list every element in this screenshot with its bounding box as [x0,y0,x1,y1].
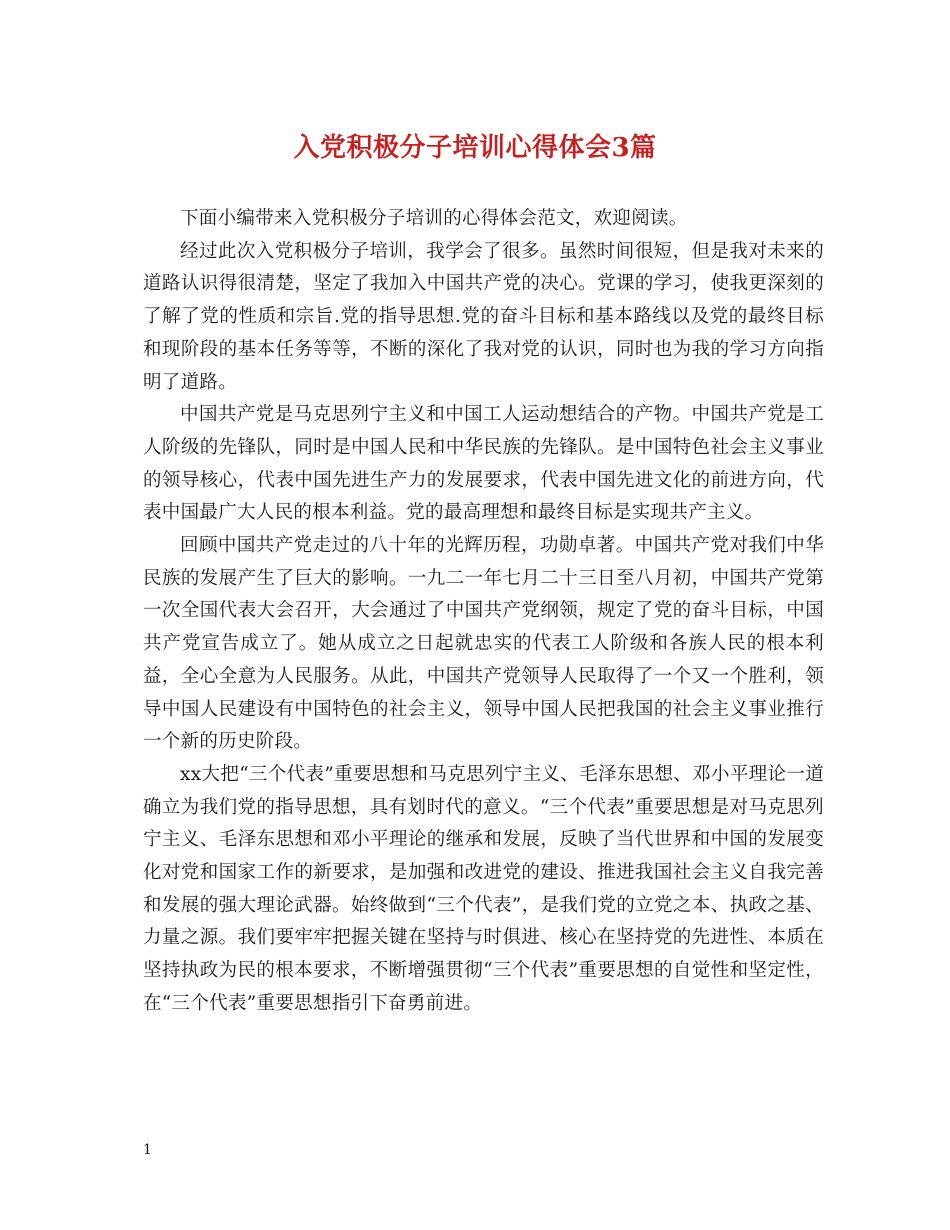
document-title: 入党积极分子培训心得体会3篇 [293,133,657,163]
page-number: 1 [143,1142,152,1158]
paragraph-party-nature: 中国共产党是马克思列宁主义和中国工人运动想结合的产物。中国共产党是工人阶级的先锋队，同时是中国人民和中华民族的先锋队。是中国特色社会主义事业的领导核心，代表中国先进生产力的发展要求，代表中国先进文化的前进方向，代表中国最广大人民的根本利益。党的最高理想和最终目标是实现共产主义。 [143,404,824,524]
paragraph-training: 经过此次入党积极分子培训，我学会了很多。虽然时间很短，但是我对未来的道路认识得很清楚，坚定了我加入中国共产党的决心。党课的学习，使我更深刻的了解了党的性质和宗旨.党的指导思想.党的奋斗目标和基本路线以及党的最终目标和现阶段的基本任务等等，不断的深化了我对党的认识，同时也为我的学习方向指明了道路。 [143,240,824,393]
paragraph-three-represents: xx大把“三个代表”重要思想和马克思列宁主义、毛泽东思想、邓小平理论一道确立为我们党的指导思想，具有划时代的意义。“三个代表”重要思想是对马克思列宁主义、毛泽东思想和邓小平理论的继承和发展，反映了当代世界和中国的发展变化对党和国家工作的新要求，是加强和改进党的建设、推进我国社会主义自我完善和发展的强大理论武器。始终做到“三个代表”，是我们党的立党之本、执政之基、力量之源。我们要牢牢把握关键在坚持与时俱进、核心在坚持党的先进性、本质在坚持执政为民的根本要求，不断增强贯彻“三个代表”重要思想的自觉性和坚定性，在“三个代表”重要思想指引下奋勇前进。 [143,763,824,1014]
paragraph-intro: 下面小编带来入党积极分子培训的心得体会范文，欢迎阅读。 [180,208,688,229]
document-body [143,203,824,1021]
paragraph-history: 回顾中国共产党走过的八十年的光辉历程，功勋卓著。中国共产党对我们中华民族的发展产生了巨大的影响。一九二一年七月二十三日至八月初，中国共产党第一次全国代表大会召开，大会通过了中国共产党纲领，规定了党的奋斗目标，中国共产党宣告成立了。她从成立之日起就忠实的代表工人阶级和各族人民的根本利益，全心全意为人民服务。从此，中国共产党领导人民取得了一个又一个胜利，领导中国人民建设有中国特色的社会主义，领导中国人民把我国的社会主义事业推行一个新的历史阶段。 [143,535,824,753]
